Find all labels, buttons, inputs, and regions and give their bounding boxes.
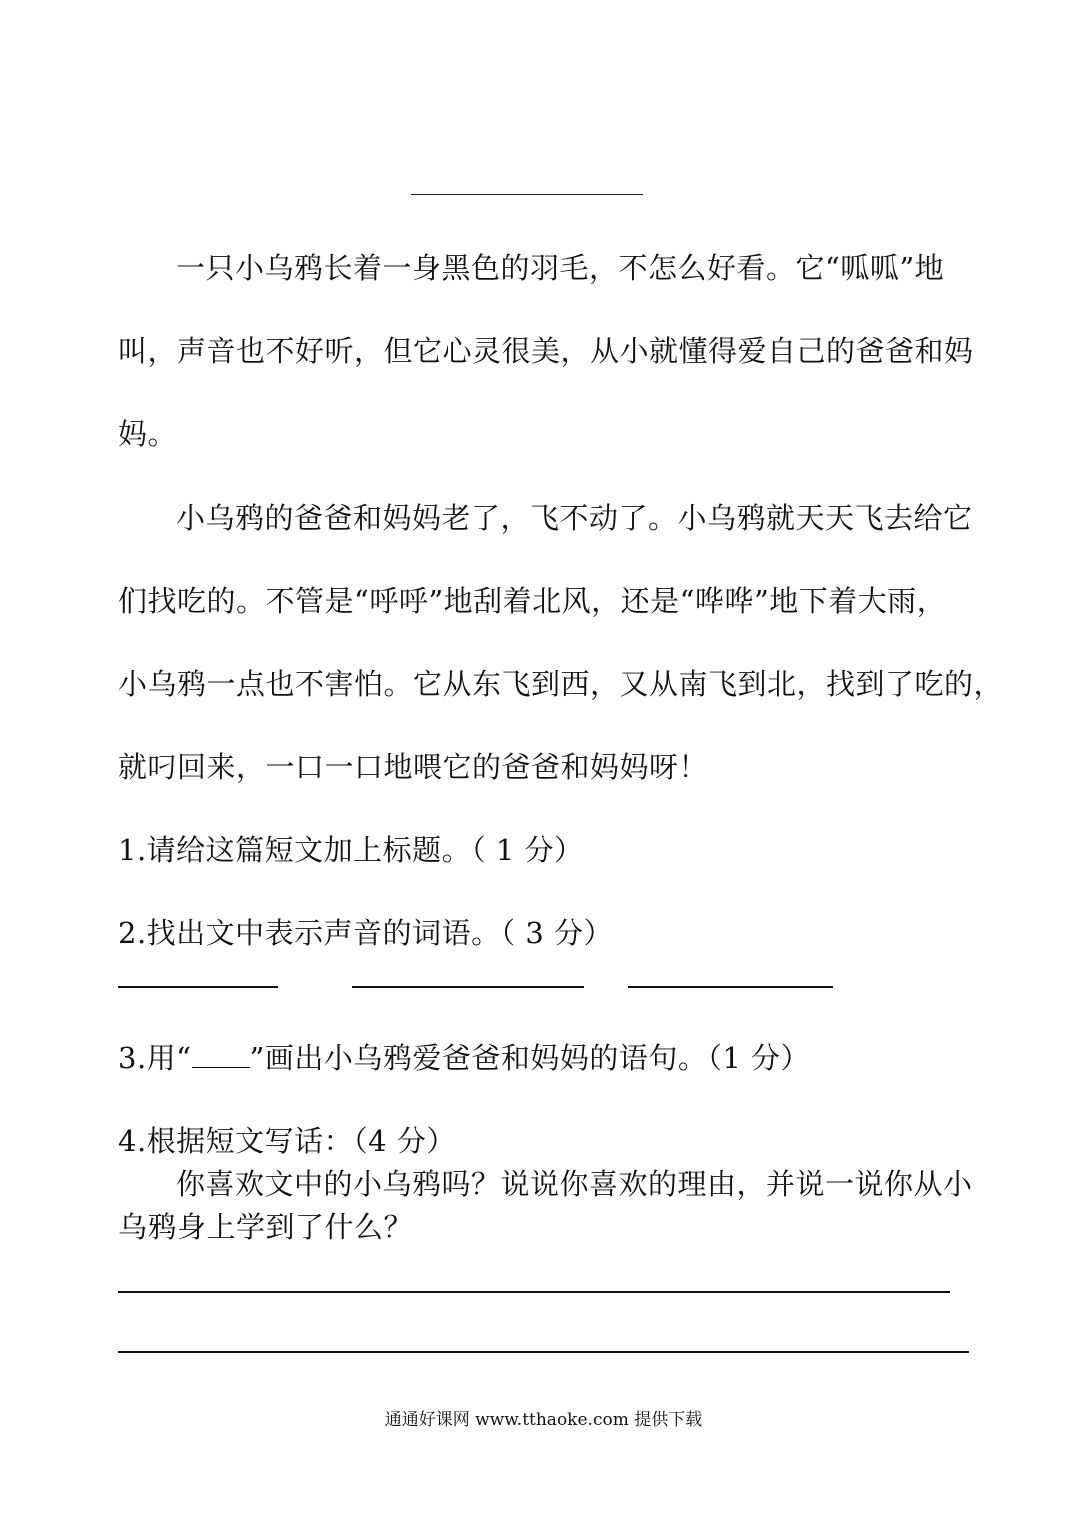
- question-3-suffix: ”画出小乌鸦爱爸爸和妈妈的语句。（1 分）: [249, 1041, 810, 1075]
- question-4: 4.根据短文写话：（4 分）: [118, 1124, 456, 1158]
- answer-blank-2[interactable]: [352, 986, 584, 988]
- title-blank-line: [411, 194, 643, 195]
- question-3-prefix: 3.用“: [118, 1041, 192, 1075]
- writing-line-2[interactable]: [118, 1351, 969, 1353]
- passage-p2-line2: 们找吃的。不管是“呼呼”地刮着北风，还是“哗哗”地下着大雨，: [118, 584, 947, 618]
- question-1: 1.请给这篇短文加上标题。（ 1 分）: [118, 833, 584, 867]
- writing-line-1[interactable]: [118, 1291, 950, 1293]
- answer-blank-3[interactable]: [628, 986, 833, 988]
- question-3: [118, 1038, 810, 1078]
- question-3-underline-sample: [192, 1039, 250, 1068]
- question-4-prompt-line2: 乌鸦身上学到了什么？: [118, 1210, 414, 1244]
- passage-p2-line4: 就叼回来，一口一口地喂它的爸爸和妈妈呀！: [118, 750, 709, 784]
- passage-p1-line1: 一只小乌鸦长着一身黑色的羽毛，不怎么好看。它“呱呱”地: [176, 251, 945, 285]
- footer-text: 通通好课网 www.tthaoke.com 提供下载: [384, 1410, 703, 1430]
- answer-blank-1[interactable]: [118, 986, 278, 988]
- passage-p2-line1: 小乌鸦的爸爸和妈妈老了，飞不动了。小乌鸦就天天飞去给它: [176, 501, 973, 535]
- passage-p1-line3: 妈。: [118, 417, 178, 451]
- question-4-prompt-line1: 你喜欢文中的小乌鸦吗？说说你喜欢的理由，并说一说你从小: [176, 1167, 973, 1201]
- passage-p1-line2: 叫，声音也不好听，但它心灵很美，从小就懂得爱自己的爸爸和妈: [118, 334, 974, 368]
- passage-p2-line3: 小乌鸦一点也不害怕。它从东飞到西，又从南飞到北，找到了吃的，: [118, 667, 1004, 701]
- question-2: 2.找出文中表示声音的词语。（ 3 分）: [118, 916, 614, 950]
